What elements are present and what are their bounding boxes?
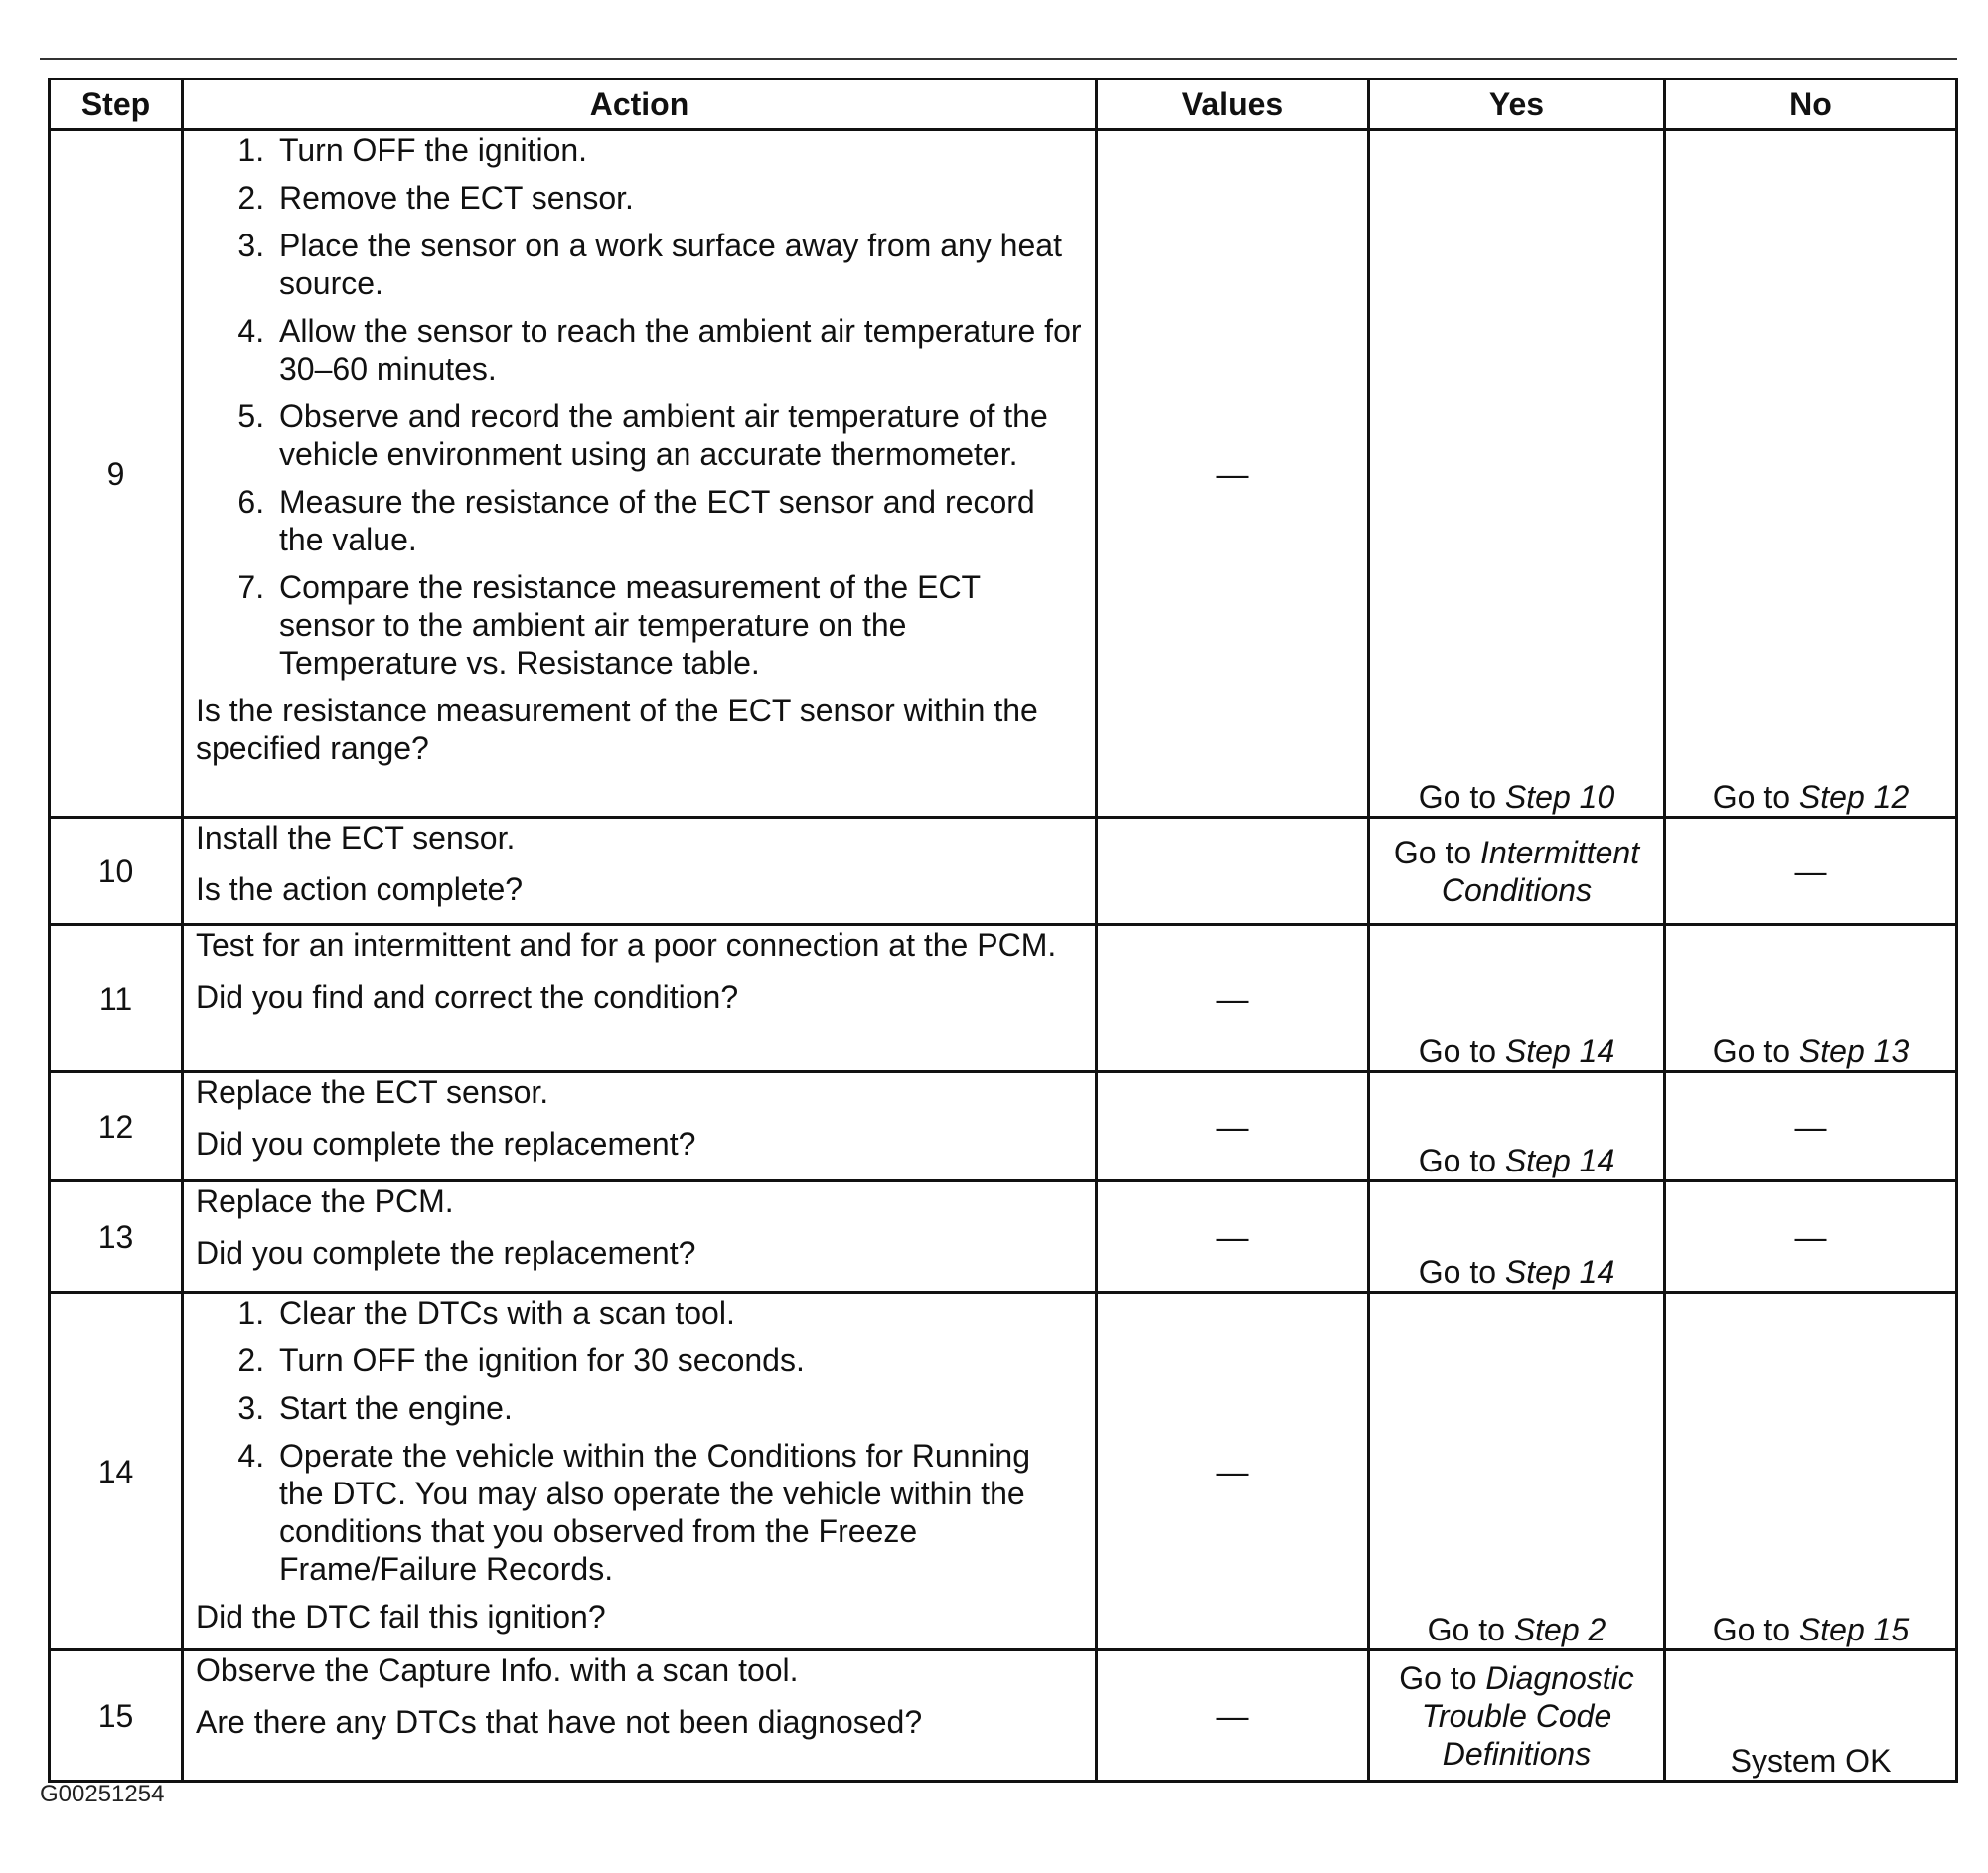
table-row (50, 818, 1957, 925)
action-cell (183, 130, 1097, 818)
action-cell (183, 1650, 1097, 1782)
step-number: 10 (50, 818, 183, 925)
action-cell (183, 925, 1097, 1072)
goto-prefix: Go to (1418, 1254, 1497, 1290)
table-row (50, 1072, 1957, 1181)
list-item: 3. Place the sensor on a work surface away from any heat source. (273, 227, 1083, 302)
goto-ref-line: Intermittent (1480, 834, 1640, 870)
values-cell: — (1097, 1072, 1369, 1181)
table-row (50, 1293, 1957, 1650)
action-text: Replace the ECT sensor. (196, 1074, 549, 1110)
values-cell: — (1097, 925, 1369, 1072)
goto-ref-line: Conditions (1441, 871, 1593, 908)
step-number: 11 (50, 925, 183, 1072)
goto-step-ref: Step 12 (1798, 779, 1910, 815)
yes-cell (1369, 1072, 1665, 1181)
list-item: 4. Operate the vehicle within the Conditions for Running the DTC. You may also operate the vehicle within the conditions that you observed from the Freeze Frame/Failure Records. (273, 1437, 1083, 1588)
action-text: Install the ECT sensor. (196, 820, 516, 856)
step-number: 14 (50, 1293, 183, 1650)
question-text: Is the action complete? (196, 871, 524, 907)
action-cell (183, 818, 1097, 925)
goto-step-ref: Step 15 (1798, 1612, 1910, 1647)
action-text: Replace the PCM. (196, 1183, 454, 1219)
list-item: 2. Turn OFF the ignition for 30 seconds. (273, 1341, 1083, 1379)
step-number: 13 (50, 1181, 183, 1293)
goto-prefix: Go to (1399, 1659, 1477, 1696)
table-row (50, 1650, 1957, 1782)
goto-step-ref: Step 10 (1504, 779, 1615, 815)
goto-step-ref: Step 14 (1504, 1254, 1615, 1290)
goto-ref-line: Trouble Code (1421, 1697, 1612, 1734)
goto-prefix: Go to (1712, 779, 1791, 815)
list-item: 1. Clear the DTCs with a scan tool. (273, 1294, 1083, 1331)
no-cell (1665, 130, 1957, 818)
step-number: 9 (50, 130, 183, 818)
goto-step-ref: Step 13 (1798, 1033, 1910, 1069)
yes-cell (1369, 925, 1665, 1072)
no-cell: — (1665, 818, 1957, 925)
no-cell: System OK (1665, 1650, 1957, 1782)
goto-prefix: Go to (1418, 1033, 1497, 1069)
values-cell: — (1097, 1650, 1369, 1782)
question-text: Is the resistance measurement of the ECT sensor within the specified range? (196, 693, 1038, 766)
goto-step-ref: Step 2 (1513, 1612, 1606, 1647)
step-number: 15 (50, 1650, 183, 1782)
action-cell (183, 1181, 1097, 1293)
yes-cell (1369, 1181, 1665, 1293)
no-cell (1665, 925, 1957, 1072)
list-item: 6. Measure the resistance of the ECT sensor and record the value. (273, 483, 1083, 558)
question-text: Did you complete the replacement? (196, 1126, 696, 1162)
header-values: Values (1097, 79, 1369, 130)
question-text: Did you complete the replacement? (196, 1235, 696, 1271)
goto-prefix: Go to (1418, 779, 1497, 815)
action-cell (183, 1293, 1097, 1650)
table-row (50, 925, 1957, 1072)
action-steps-list (196, 1294, 1083, 1588)
step-number: 12 (50, 1072, 183, 1181)
goto-prefix: Go to (1712, 1612, 1791, 1647)
list-item: 4. Allow the sensor to reach the ambient air temperature for 30–60 minutes. (273, 312, 1083, 388)
action-text: Observe the Capture Info. with a scan tool. (196, 1652, 799, 1688)
goto-prefix: Go to (1393, 834, 1472, 870)
yes-cell (1369, 1293, 1665, 1650)
diagnostic-table (48, 78, 1958, 1783)
header-no: No (1665, 79, 1957, 130)
no-cell: — (1665, 1072, 1957, 1181)
no-cell (1665, 1293, 1957, 1650)
header-action: Action (183, 79, 1097, 130)
list-item: 2. Remove the ECT sensor. (273, 179, 1083, 217)
table-row (50, 1181, 1957, 1293)
goto-ref-line: Diagnostic (1485, 1659, 1634, 1696)
list-item: 3. Start the engine. (273, 1389, 1083, 1427)
no-cell: — (1665, 1181, 1957, 1293)
table-row (50, 130, 1957, 818)
list-item: 1. Turn OFF the ignition. (273, 131, 1083, 169)
question-text: Did you find and correct the condition? (196, 979, 739, 1015)
yes-cell (1369, 818, 1665, 925)
question-text: Did the DTC fail this ignition? (196, 1599, 606, 1635)
action-text: Test for an intermittent and for a poor connection at the PCM. (196, 927, 1057, 963)
values-cell: — (1097, 1181, 1369, 1293)
goto-prefix: Go to (1427, 1612, 1505, 1647)
action-cell (183, 1072, 1097, 1181)
header-step: Step (50, 79, 183, 130)
goto-prefix: Go to (1418, 1143, 1497, 1178)
header-yes: Yes (1369, 79, 1665, 130)
goto-step-ref: Step 14 (1504, 1033, 1615, 1069)
top-rule (40, 58, 1957, 60)
goto-prefix: Go to (1712, 1033, 1791, 1069)
action-steps-list (196, 131, 1083, 682)
goto-step-ref: Step 14 (1504, 1143, 1615, 1178)
list-item: 5. Observe and record the ambient air temperature of the vehicle environment using an accurate thermometer. (273, 397, 1083, 473)
list-item: 7. Compare the resistance measurement of the ECT sensor to the ambient air temperature on the Temperature vs. Resistance table. (273, 568, 1083, 682)
values-cell (1097, 818, 1369, 925)
values-cell: — (1097, 1293, 1369, 1650)
question-text: Are there any DTCs that have not been diagnosed? (196, 1704, 923, 1740)
figure-code: G00251254 (40, 1781, 165, 1807)
yes-cell (1369, 130, 1665, 818)
goto-ref-line: Definitions (1442, 1735, 1592, 1772)
yes-cell (1369, 1650, 1665, 1782)
values-cell: — (1097, 130, 1369, 818)
header-row (50, 79, 1957, 130)
